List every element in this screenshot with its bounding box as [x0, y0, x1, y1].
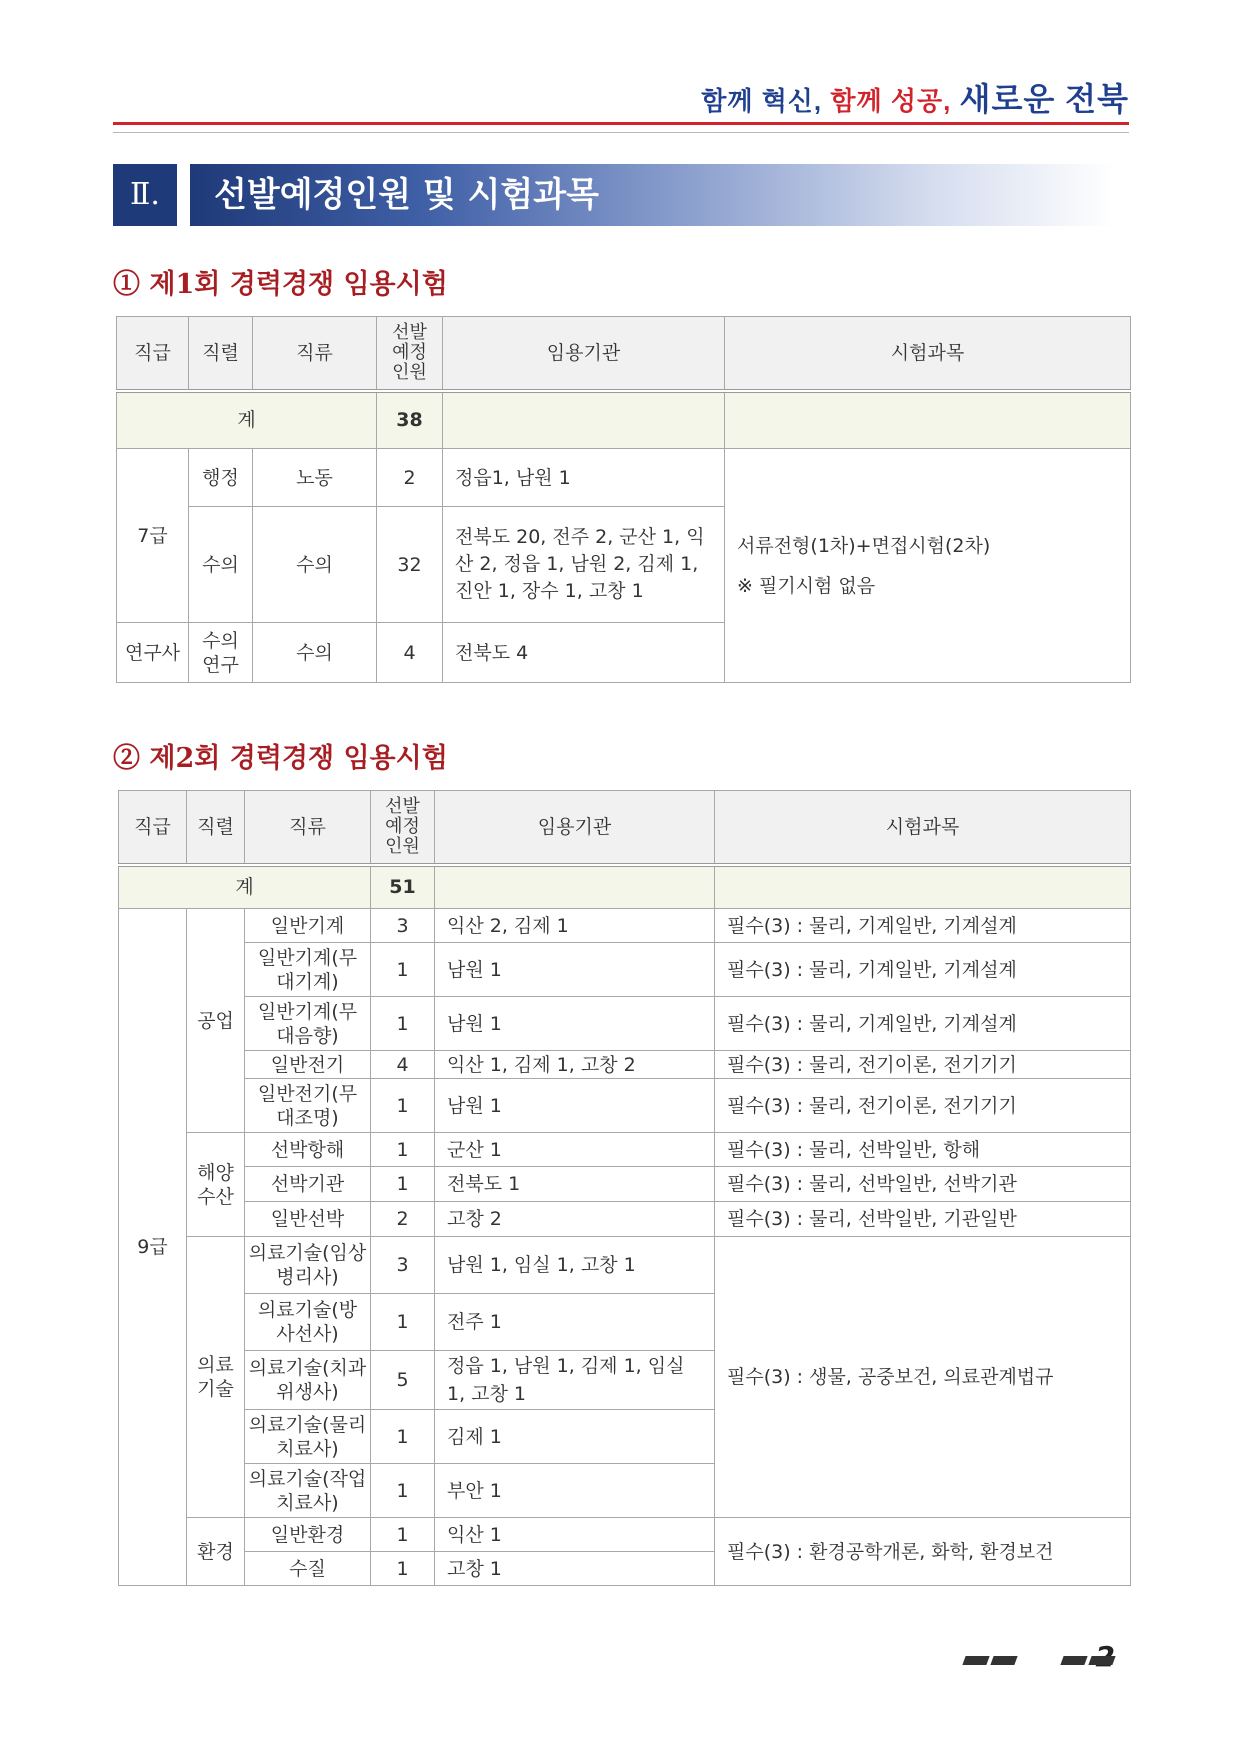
cell-subjects: 필수(3) : 물리, 선박일반, 선박기관 — [715, 1167, 1131, 1202]
cell-class: 의료기술(작업치료사) — [245, 1464, 371, 1518]
cell-series: 공업 — [187, 909, 245, 1133]
cell-agency: 전북도 1 — [435, 1167, 715, 1202]
header-count — [377, 317, 443, 391]
cell-class: 의료기술(물리치료사) — [245, 1410, 371, 1464]
cell-series: 행정 — [189, 449, 253, 507]
header-count-line-2: 예정 — [385, 815, 420, 837]
table-row — [119, 997, 1131, 1051]
cell-class: 의료기술(방사선사) — [245, 1294, 371, 1351]
table-row — [119, 1079, 1131, 1133]
cell-subjects: 필수(3) : 물리, 기계일반, 기계설계 — [715, 943, 1131, 997]
cell-agency: 부안 1 — [435, 1464, 715, 1518]
header-grade: 직급 — [119, 791, 187, 865]
cell-count: 5 — [371, 1351, 435, 1410]
cell-class: 일반기계(무대기계) — [245, 943, 371, 997]
page-bar-right-1 — [1060, 1656, 1087, 1665]
cell-class: 수의 — [253, 623, 377, 683]
cell-class: 노동 — [253, 449, 377, 507]
exam1-table — [116, 316, 1131, 683]
cell-class: 일반선박 — [245, 1202, 371, 1237]
cell-count: 1 — [371, 1079, 435, 1133]
header-agency: 임용기관 — [435, 791, 715, 865]
cell-grade: 7급 — [117, 449, 189, 623]
cell-subjects: 필수(3) : 생물, 공중보건, 의료관계법규 — [715, 1237, 1131, 1518]
cell-class: 수질 — [245, 1552, 371, 1586]
cell-agency: 군산 1 — [435, 1133, 715, 1167]
cell-class: 일반기계 — [245, 909, 371, 943]
cell-grade: 연구사 — [117, 623, 189, 683]
header-class: 직류 — [253, 317, 377, 391]
cell-subjects: 필수(3) : 물리, 기계일반, 기계설계 — [715, 909, 1131, 943]
cell-class: 수의 — [253, 507, 377, 623]
total-label: 계 — [119, 865, 371, 909]
total-row — [119, 865, 1131, 909]
exam2-title: ② 제2회 경력경쟁 임용시험 — [113, 743, 448, 774]
cell-class: 선박기관 — [245, 1167, 371, 1202]
cell-series: 수의 — [189, 507, 253, 623]
table-row — [119, 1237, 1131, 1294]
table-row — [119, 1133, 1131, 1167]
cell-series: 해양수산 — [187, 1133, 245, 1237]
header-series: 직렬 — [187, 791, 245, 865]
cell-agency: 남원 1 — [435, 997, 715, 1051]
header-agency: 임용기관 — [443, 317, 725, 391]
cell-class: 일반전기(무대조명) — [245, 1079, 371, 1133]
cell-agency: 남원 1 — [435, 1079, 715, 1133]
cell-count: 1 — [371, 1167, 435, 1202]
cell-subjects: 필수(3) : 물리, 선박일반, 항해 — [715, 1133, 1131, 1167]
cell-count: 4 — [371, 1051, 435, 1079]
cell-agency: 정읍 1, 남원 1, 김제 1, 임실 1, 고창 1 — [435, 1351, 715, 1410]
cell-count: 1 — [371, 997, 435, 1051]
table-row — [119, 1518, 1131, 1552]
exam1-title: ① 제1회 경력경쟁 임용시험 — [113, 269, 448, 300]
cell-series: 의료기술 — [187, 1237, 245, 1518]
cell-count: 1 — [371, 1133, 435, 1167]
page-bar-left-2 — [990, 1656, 1017, 1665]
total-agency-empty — [443, 391, 725, 449]
header-count-line-3: 인원 — [385, 835, 420, 857]
table-row — [119, 1051, 1131, 1079]
subjects-note: ※ 필기시험 없음 — [737, 574, 876, 597]
header-count-line-1: 선발 — [385, 795, 420, 817]
header-grade: 직급 — [117, 317, 189, 391]
cell-class: 선박항해 — [245, 1133, 371, 1167]
header-subjects: 시험과목 — [715, 791, 1131, 865]
header-subjects: 시험과목 — [725, 317, 1131, 391]
header-count — [371, 791, 435, 865]
cell-count: 1 — [371, 1294, 435, 1351]
total-subjects-empty — [715, 865, 1131, 909]
cell-agency: 익산 2, 김제 1 — [435, 909, 715, 943]
cell-class: 일반기계(무대음향) — [245, 997, 371, 1051]
slogan-part-2: 함께 성공, — [830, 86, 952, 116]
cell-agency: 전주 1 — [435, 1294, 715, 1351]
cell-count: 1 — [371, 1518, 435, 1552]
header-class: 직류 — [245, 791, 371, 865]
header-count-line-3: 인원 — [392, 361, 427, 383]
cell-agency: 고창 2 — [435, 1202, 715, 1237]
cell-subjects: 필수(3) : 환경공학개론, 화학, 환경보건 — [715, 1518, 1131, 1586]
total-value: 51 — [371, 865, 435, 909]
cell-agency: 전북도 20, 전주 2, 군산 1, 익산 2, 정읍 1, 남원 2, 김제 1, 진안 1, 장수 1, 고창 1 — [443, 507, 725, 623]
total-value: 38 — [377, 391, 443, 449]
table-row — [119, 943, 1131, 997]
cell-subjects — [725, 449, 1131, 683]
slogan-part-3: 새로운 전북 — [959, 81, 1129, 117]
total-agency-empty — [435, 865, 715, 909]
cell-agency: 김제 1 — [435, 1410, 715, 1464]
section-number: Ⅱ. — [113, 164, 177, 226]
cell-series: 수의연구 — [189, 623, 253, 683]
cell-agency: 익산 1, 김제 1, 고창 2 — [435, 1051, 715, 1079]
cell-count: 3 — [371, 1237, 435, 1294]
header-series: 직렬 — [189, 317, 253, 391]
total-label: 계 — [117, 391, 377, 449]
cell-agency: 익산 1 — [435, 1518, 715, 1552]
header-count-line-2: 예정 — [392, 341, 427, 363]
cell-class: 일반환경 — [245, 1518, 371, 1552]
header-divider-red — [113, 122, 1129, 125]
total-row — [117, 391, 1131, 449]
cell-class: 의료기술(임상병리사) — [245, 1237, 371, 1294]
cell-count: 2 — [371, 1202, 435, 1237]
header-slogan — [701, 74, 1129, 120]
slogan-part-1: 함께 혁신, — [701, 86, 823, 116]
header-count-line-1: 선발 — [392, 321, 427, 343]
cell-count: 4 — [377, 623, 443, 683]
cell-count: 1 — [371, 1552, 435, 1586]
cell-agency: 고창 1 — [435, 1552, 715, 1586]
table-row — [117, 449, 1131, 507]
cell-count: 3 — [371, 909, 435, 943]
subjects-line-1: 서류전형(1차)+면접시험(2차) — [737, 534, 991, 557]
cell-subjects: 필수(3) : 물리, 기계일반, 기계설계 — [715, 997, 1131, 1051]
header-divider-gray — [113, 132, 1129, 133]
cell-subjects: 필수(3) : 물리, 전기이론, 전기기기 — [715, 1051, 1131, 1079]
cell-subjects: 필수(3) : 물리, 전기이론, 전기기기 — [715, 1079, 1131, 1133]
cell-agency: 정읍1, 남원 1 — [443, 449, 725, 507]
cell-series: 환경 — [187, 1518, 245, 1586]
total-subjects-empty — [725, 391, 1131, 449]
table-row — [119, 1202, 1131, 1237]
table-row — [119, 1167, 1131, 1202]
cell-agency: 전북도 4 — [443, 623, 725, 683]
table-row — [119, 909, 1131, 943]
cell-count: 1 — [371, 1464, 435, 1518]
cell-agency: 남원 1, 임실 1, 고창 1 — [435, 1237, 715, 1294]
cell-grade: 9급 — [119, 909, 187, 1586]
cell-subjects: 필수(3) : 물리, 선박일반, 기관일반 — [715, 1202, 1131, 1237]
cell-class: 의료기술(치과위생사) — [245, 1351, 371, 1410]
cell-count: 2 — [377, 449, 443, 507]
section-title: 선발예정인원 및 시험과목 — [190, 164, 1114, 226]
cell-agency: 남원 1 — [435, 943, 715, 997]
cell-count: 1 — [371, 1410, 435, 1464]
page-bar-left-1 — [962, 1656, 989, 1665]
exam2-table — [118, 790, 1131, 1586]
cell-count: 1 — [371, 943, 435, 997]
page-bar-right-2 — [1088, 1656, 1115, 1665]
cell-count: 32 — [377, 507, 443, 623]
cell-class: 일반전기 — [245, 1051, 371, 1079]
